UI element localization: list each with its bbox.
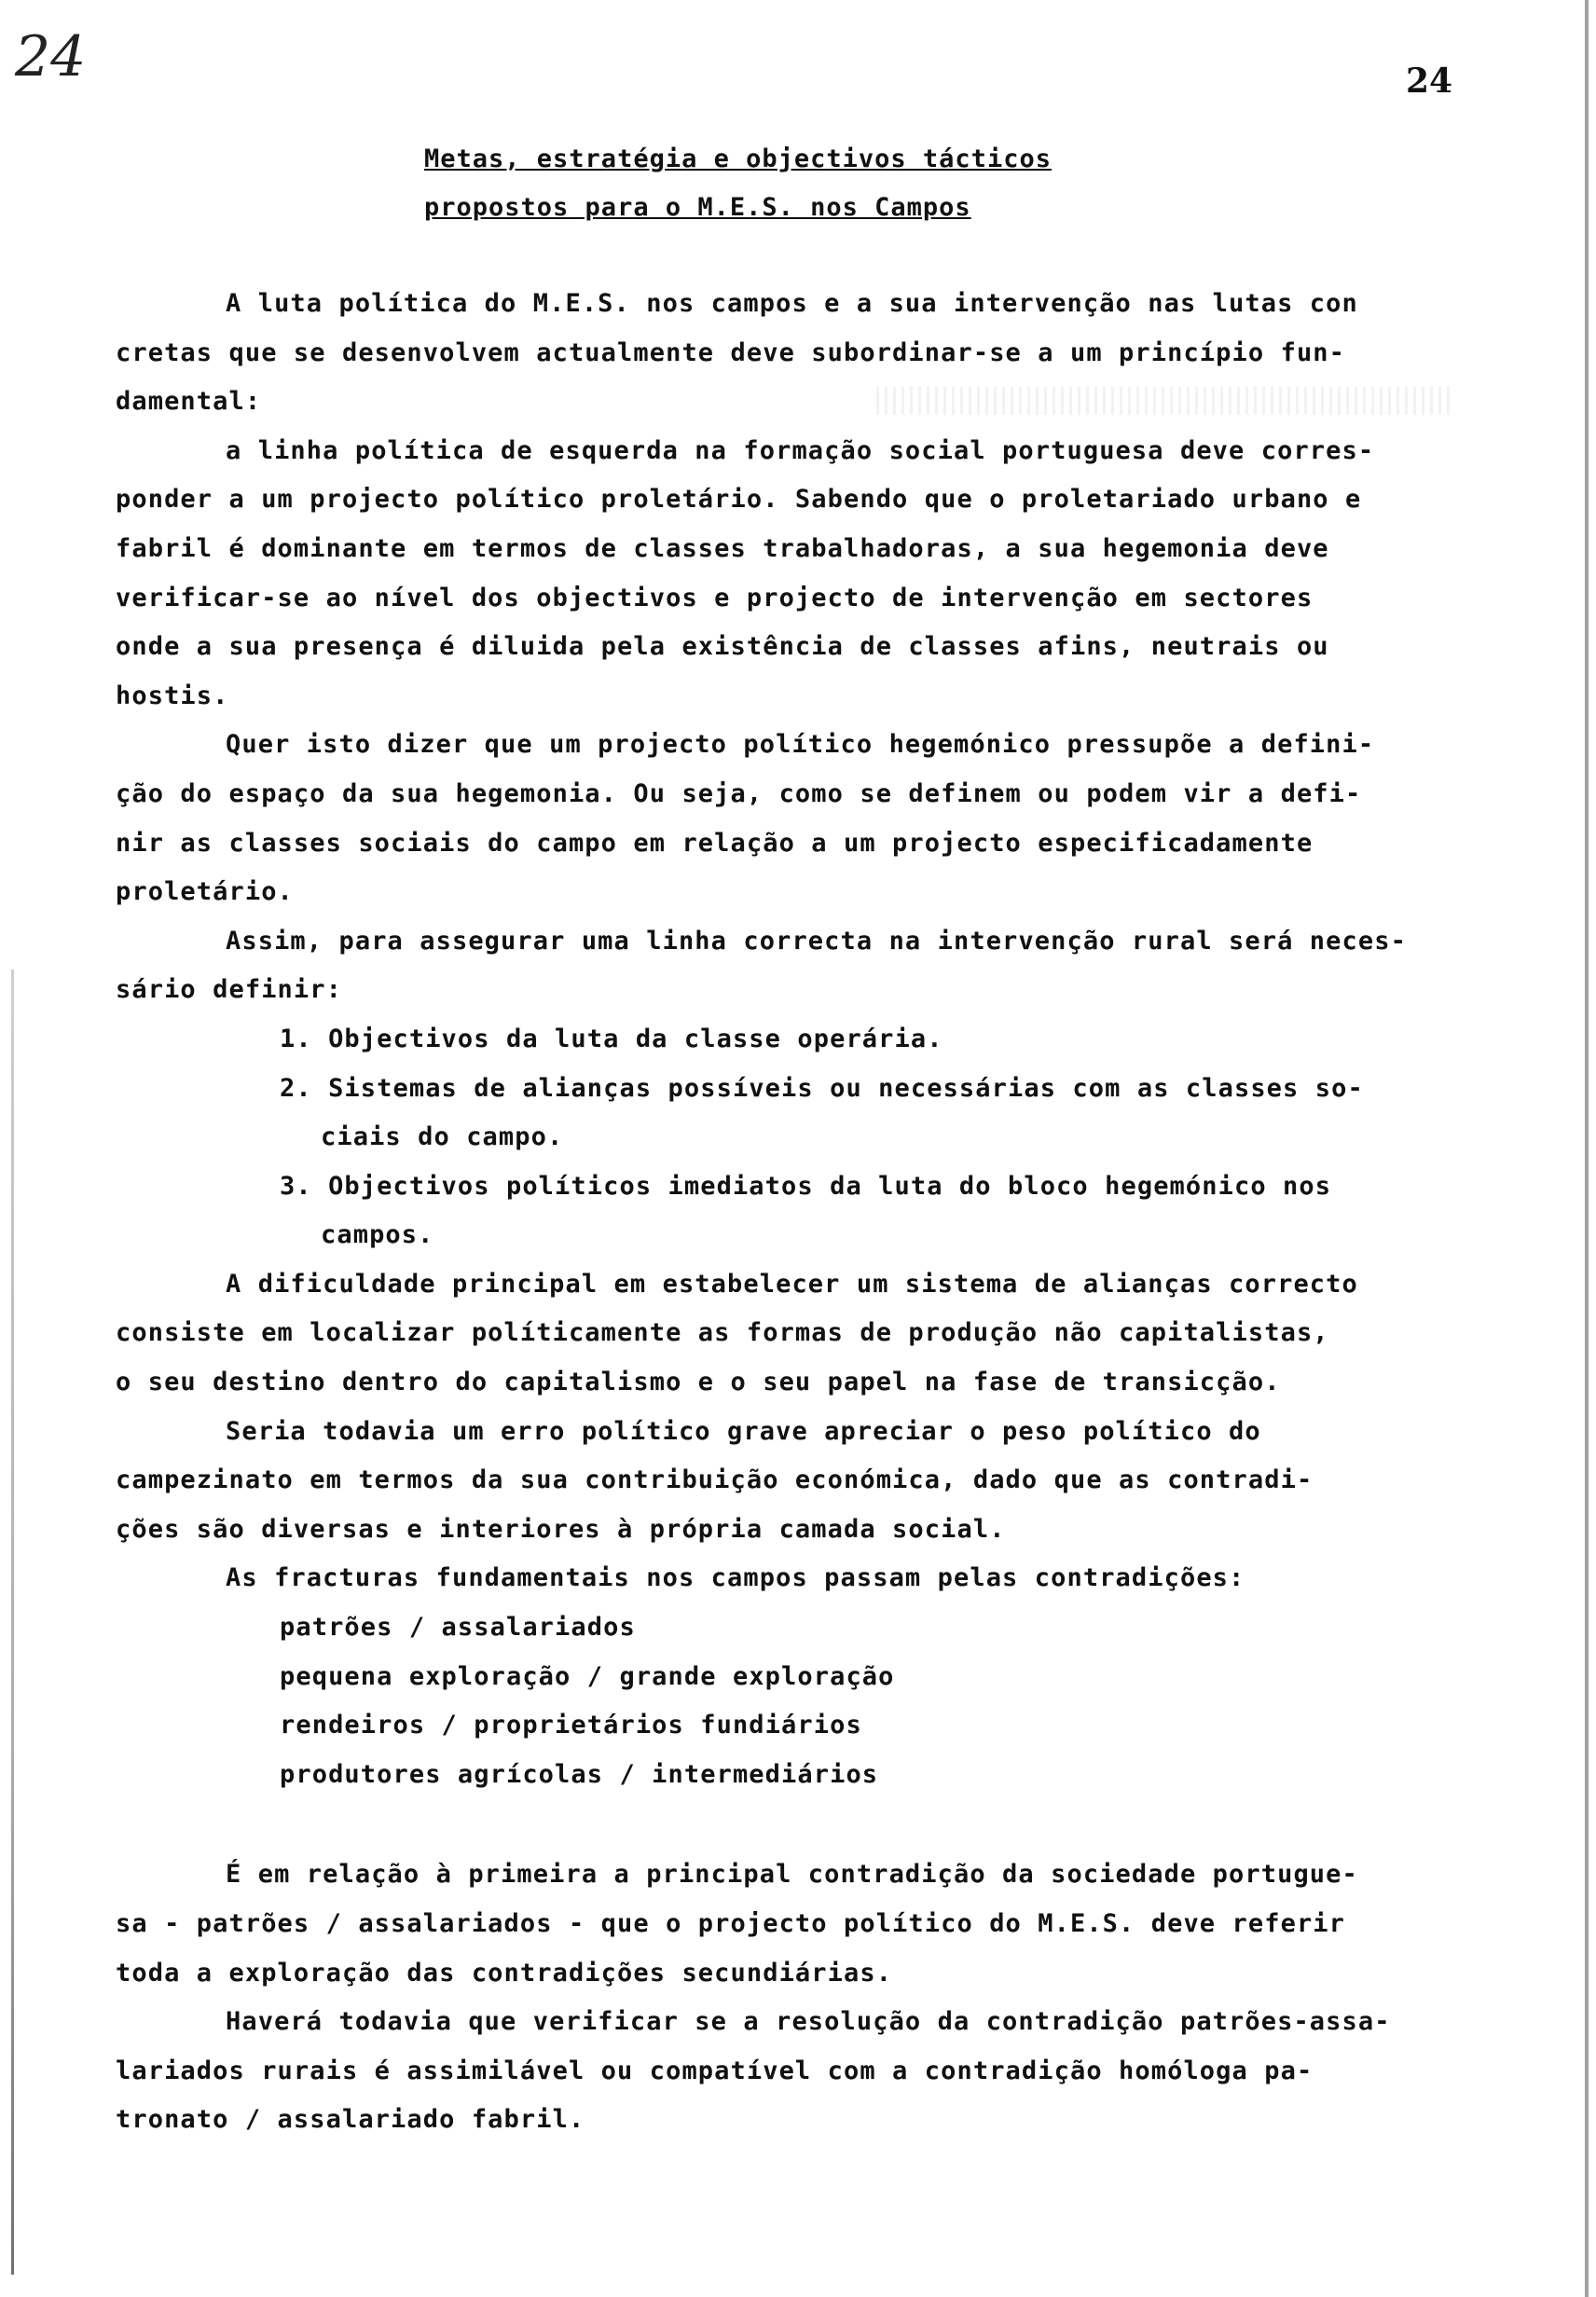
text-line: sário definir: (116, 975, 342, 1005)
handwritten-page-mark: 24 (15, 24, 87, 89)
document-title (424, 135, 1263, 232)
text-line: Quer isto dizer que um projecto político hegemónico pressupõe a defini- (226, 730, 1375, 760)
text-line: a linha política de esquerda na formação social portuguesa deve corres- (226, 435, 1375, 465)
contradiction-item: pequena exploração / grande exploração (280, 1661, 895, 1691)
contradiction-item: rendeiros / proprietários fundiários (280, 1711, 862, 1740)
text-line: nir as classes sociais do campo em relação a um projecto especificadamente (116, 828, 1314, 858)
text-line: A luta política do M.E.S. nos campos e a sua intervenção nas lutas con (226, 289, 1358, 318)
text-line: lariados rurais é assimilável ou compatível com a contradição homóloga pa- (116, 2056, 1314, 2085)
paragraph-gap (116, 1799, 1514, 1850)
text-line: consiste em localizar políticamente as formas de produção não capitalistas, (116, 1318, 1329, 1348)
list-item: 2. Sistemas de alianças possíveis ou necessárias com as classes so- (280, 1073, 1364, 1103)
text-line: hostis. (116, 681, 229, 710)
text-line: A dificuldade principal em estabelecer um sistema de alianças correcto (226, 1269, 1358, 1299)
document-body (116, 280, 1514, 2145)
text-line: ção do espaço da sua hegemonia. Ou seja, como se definem ou podem vir a defi- (116, 778, 1362, 808)
title-line-1: Metas, estratégia e objectivos tácticos (424, 144, 1052, 173)
contradiction-item: patrões / assalariados (280, 1613, 636, 1643)
text-line: ponder a um projecto político proletário. Sabendo que o proletariado urbano e (116, 485, 1362, 515)
scan-right-edge (1585, 0, 1589, 2297)
page-number: 24 (1406, 62, 1453, 101)
title-line-2: propostos para o M.E.S. nos Campos (424, 193, 971, 222)
scan-left-edge (11, 970, 14, 2275)
list-item: 3. Objectivos políticos imediatos da luta do bloco hegemónico nos (280, 1171, 1332, 1201)
text-line: Seria todavia um erro político grave apreciar o peso político do (226, 1416, 1261, 1446)
text-line: campezinato em termos da sua contribuição económica, dado que as contradi- (116, 1465, 1314, 1495)
text-line: tronato / assalariado fabril. (116, 2105, 585, 2135)
list-item: 1. Objectivos da luta da classe operária. (280, 1024, 943, 1053)
text-line: onde a sua presença é diluida pela existência de classes afins, neutrais ou (116, 632, 1329, 662)
text-line: damental: (116, 387, 262, 417)
list-item-continuation: campos. (321, 1220, 434, 1250)
text-line: toda a exploração das contradições secundiárias. (116, 1958, 893, 1988)
text-line: As fracturas fundamentais nos campos passam pelas contradições: (226, 1563, 1245, 1593)
text-line: o seu destino dentro do capitalismo e o seu papel na fase de transicção. (116, 1368, 1281, 1397)
contradiction-item: produtores agrícolas / intermediários (280, 1759, 879, 1789)
text-line: verificar-se ao nível dos objectivos e projecto de intervenção em sectores (116, 583, 1314, 612)
text-line: Assim, para assegurar uma linha correcta na intervenção rural será neces- (226, 926, 1407, 956)
text-line: É em relação à primeira a principal contradição da sociedade portugue- (226, 1860, 1358, 1890)
text-line: proletário. (116, 877, 294, 907)
list-item-continuation: ciais do campo. (321, 1122, 564, 1152)
text-line: Haverá todavia que verificar se a resolução da contradição patrões-assa- (226, 2007, 1391, 2037)
text-line: fabril é dominante em termos de classes trabalhadoras, a sua hegemonia deve (116, 533, 1329, 563)
text-line: cretas que se desenvolvem actualmente deve subordinar-se a um princípio fun- (116, 337, 1346, 367)
text-line: sa - patrões / assalariados - que o projecto político do M.E.S. deve referir (116, 1909, 1346, 1938)
text-line: ções são diversas e interiores à própria camada social. (116, 1514, 1006, 1544)
